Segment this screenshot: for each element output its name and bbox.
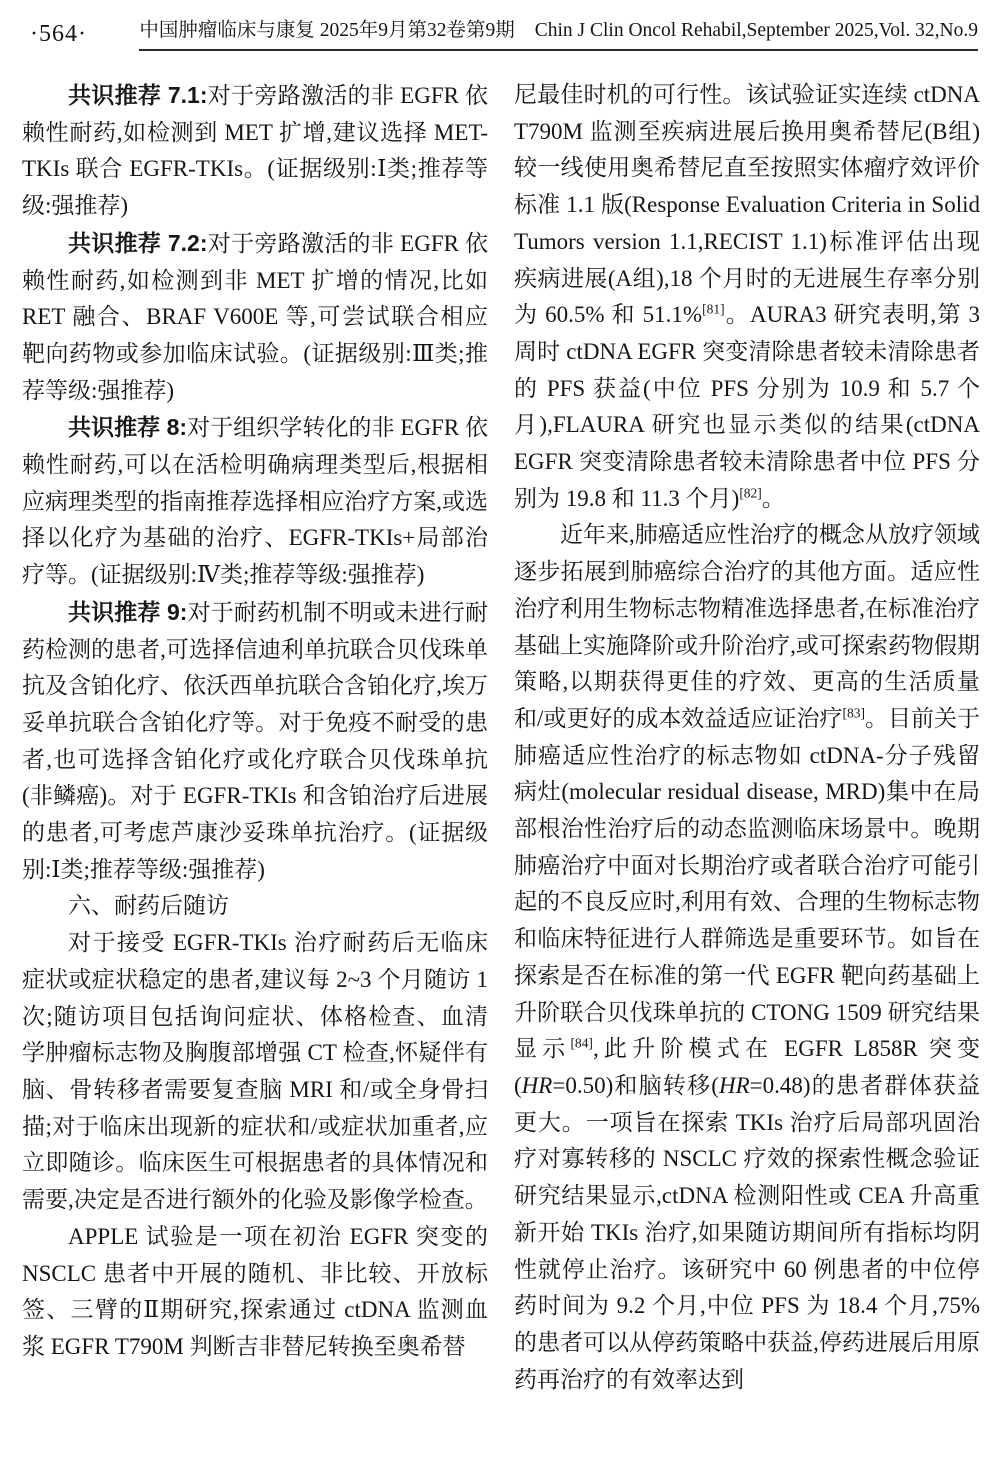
text-run: =0.50)和脑转移( xyxy=(552,1072,719,1098)
paragraph xyxy=(22,409,488,594)
text-run: 。 xyxy=(761,485,785,511)
reference-superscript: [81] xyxy=(702,301,725,317)
paragraph-lead: 共识推荐 9: xyxy=(68,598,188,625)
italic-term: HR xyxy=(521,1072,553,1098)
text-run: 对于接受 EGFR-TKIs 治疗耐药后无临床症状或症状稳定的患者,建议每 2~3 个月随访 1 次;随访项目包括询问症状、体格检查、血清学肿瘤标志物及胸腹部增强 CT 检查,怀疑伴有脑、骨转移者需要复查脑 MRI 和/或全身骨扫描;对于临床出现新的症状和/或症状加重者,应立即随诊。临床医生可根据患者的具体情况和需要,决定是否进行额外的化验及影像学检查。 xyxy=(22,930,488,1213)
paragraph-lead: 共识推荐 7.2: xyxy=(68,229,208,256)
page-header xyxy=(0,0,1000,51)
paragraph xyxy=(514,517,980,1398)
text-run: 对于组织学转化的非 EGFR 依赖性耐药,可以在活检明确病理类型后,根据相应病理类型的指南推荐选择相应治疗方案,或选择以化疗为基础的治疗、EGFR-TKIs+局部治疗等。(证据级别:Ⅳ类;推荐等级:强推荐) xyxy=(22,415,488,588)
right-column xyxy=(514,77,980,1398)
paragraph xyxy=(22,1219,488,1366)
reference-superscript: [83] xyxy=(842,705,865,721)
left-column xyxy=(22,77,488,1398)
paragraph xyxy=(22,925,488,1219)
article-body xyxy=(0,51,1000,1398)
paragraph-lead: 共识推荐 7.1: xyxy=(68,82,208,108)
text-run: 对于旁路激活的非 EGFR 依赖性耐药,如检测到非 MET 扩增的情况,比如 RET 融合、BRAF V600E 等,可尝试联合相应靶向药物或参加临床试验。(证据级别:Ⅲ类;推荐等级:强推荐) xyxy=(22,230,488,403)
italic-term: HR xyxy=(718,1072,750,1098)
text-run: =0.48)的患者群体获益更大。一项旨在探索 TKIs 治疗后局部巩固治疗对寡转移的 NSCLC 疗效的探索性概念验证研究结果显示,ctDNA 检测阳性或 CEA 升高重新开始 TKIs 治疗,如果随访期间所有指标均阴性就停止治疗。该研究中 60 例患者的中位停药时间为 9.2 个月,中位 PFS 为 18.4 个月,75% 的患者可以从停药策略中获益,停药进展后用原药再治疗的有效率达到 xyxy=(514,1072,980,1392)
text-run: 近年来,肺癌适应性治疗的概念从放疗领域逐步拓展到肺癌综合治疗的其他方面。适应性治疗利用生物标志物精准选择患者,在标准治疗基础上实施降阶或升阶治疗,或可探索药物假期策略,以期获得更佳的疗效、更高的生活质量和/或更好的成本效益适应证治疗 xyxy=(514,522,980,731)
page-number: ·564· xyxy=(30,21,87,47)
journal-title-cn: 中国肿瘤临床与康复 2025年9月第32卷第9期 xyxy=(139,20,515,41)
paragraph xyxy=(22,77,488,225)
text-run: 尼最佳时机的可行性。该试验证实连续 ctDNA T790M 监测至疾病进展后换用奥希替尼(B组)较一线使用奥希替尼直至按照实体瘤疗效评价标准 1.1 版(Response Evaluation Criteria in Solid Tumors version 1.1,RECIST 1.1)标准评估出现疾病进展(A组),18 个月时的无进展生存率分别为 60.5% 和 51.1% xyxy=(514,82,980,328)
paragraph xyxy=(514,77,980,517)
text-run: ,此升阶模式在 EGFR L858R 突变( xyxy=(514,1036,980,1098)
paragraph xyxy=(22,594,488,889)
journal-title-line xyxy=(139,14,978,51)
text-run: APPLE 试验是一项在初治 EGFR 突变的 NSCLC 患者中开展的随机、非比较、开放标签、三臂的Ⅱ期研究,探索通过 ctDNA 监测血浆 EGFR T790M 判断吉非替尼转换至奥希替 xyxy=(22,1223,488,1359)
reference-superscript: [82] xyxy=(739,485,762,501)
journal-title-en: Chin J Clin Oncol Rehabil,September 2025,Vol. 32,No.9 xyxy=(534,20,978,41)
text-run: 对于耐药机制不明或未进行耐药检测的患者,可选择信迪利单抗联合贝伐珠单抗及含铂化疗、依沃西单抗联合含铂化疗,埃万妥单抗联合含铂化疗等。对于免疫不耐受的患者,也可选择含铂化疗或化疗联合贝伐珠单抗(非鳞癌)。对于 EGFR-TKIs 和含铂治疗后进展的患者,可考虑芦康沙妥珠单抗治疗。(证据级别:Ⅰ类;推荐等级:强推荐) xyxy=(22,599,489,882)
text-run: 对于旁路激活的非 EGFR 依赖性耐药,如检测到 MET 扩增,建议选择 MET-TKIs 联合 EGFR-TKIs。(证据级别:Ⅰ类;推荐等级:强推荐) xyxy=(22,83,488,219)
section-heading xyxy=(22,888,488,925)
text-run: 。AURA3 研究表明,第 3 周时 ctDNA EGFR 突变清除患者较未清除患者的 PFS 获益(中位 PFS 分别为 10.9 和 5.7 个月),FLAURA 研究也显示类似的结果(ctDNA EGFR 突变清除患者较未清除患者中位 PFS 分别为 19.8 和 11.3 个月) xyxy=(514,302,980,511)
paragraph xyxy=(22,225,488,410)
text-run: 六、耐药后随访 xyxy=(68,893,229,919)
text-run: 。目前关于肺癌适应性治疗的标志物如 ctDNA-分子残留病灶(molecular residual disease, MRD)集中在局部根治性治疗后的动态监测临床场景中。晚期肺癌治疗中面对长期治疗或者联合治疗可能引起的不良反应时,利用有效、合理的生物标志物和临床特征进行人群筛选是重要环节。如旨在探索是否在标准的第一代 EGFR 靶向药基础上升阶联合贝伐珠单抗的 CTONG 1509 研究结果显示 xyxy=(514,705,981,1062)
paragraph-lead: 共识推荐 8: xyxy=(68,414,188,441)
reference-superscript: [84] xyxy=(570,1035,593,1051)
